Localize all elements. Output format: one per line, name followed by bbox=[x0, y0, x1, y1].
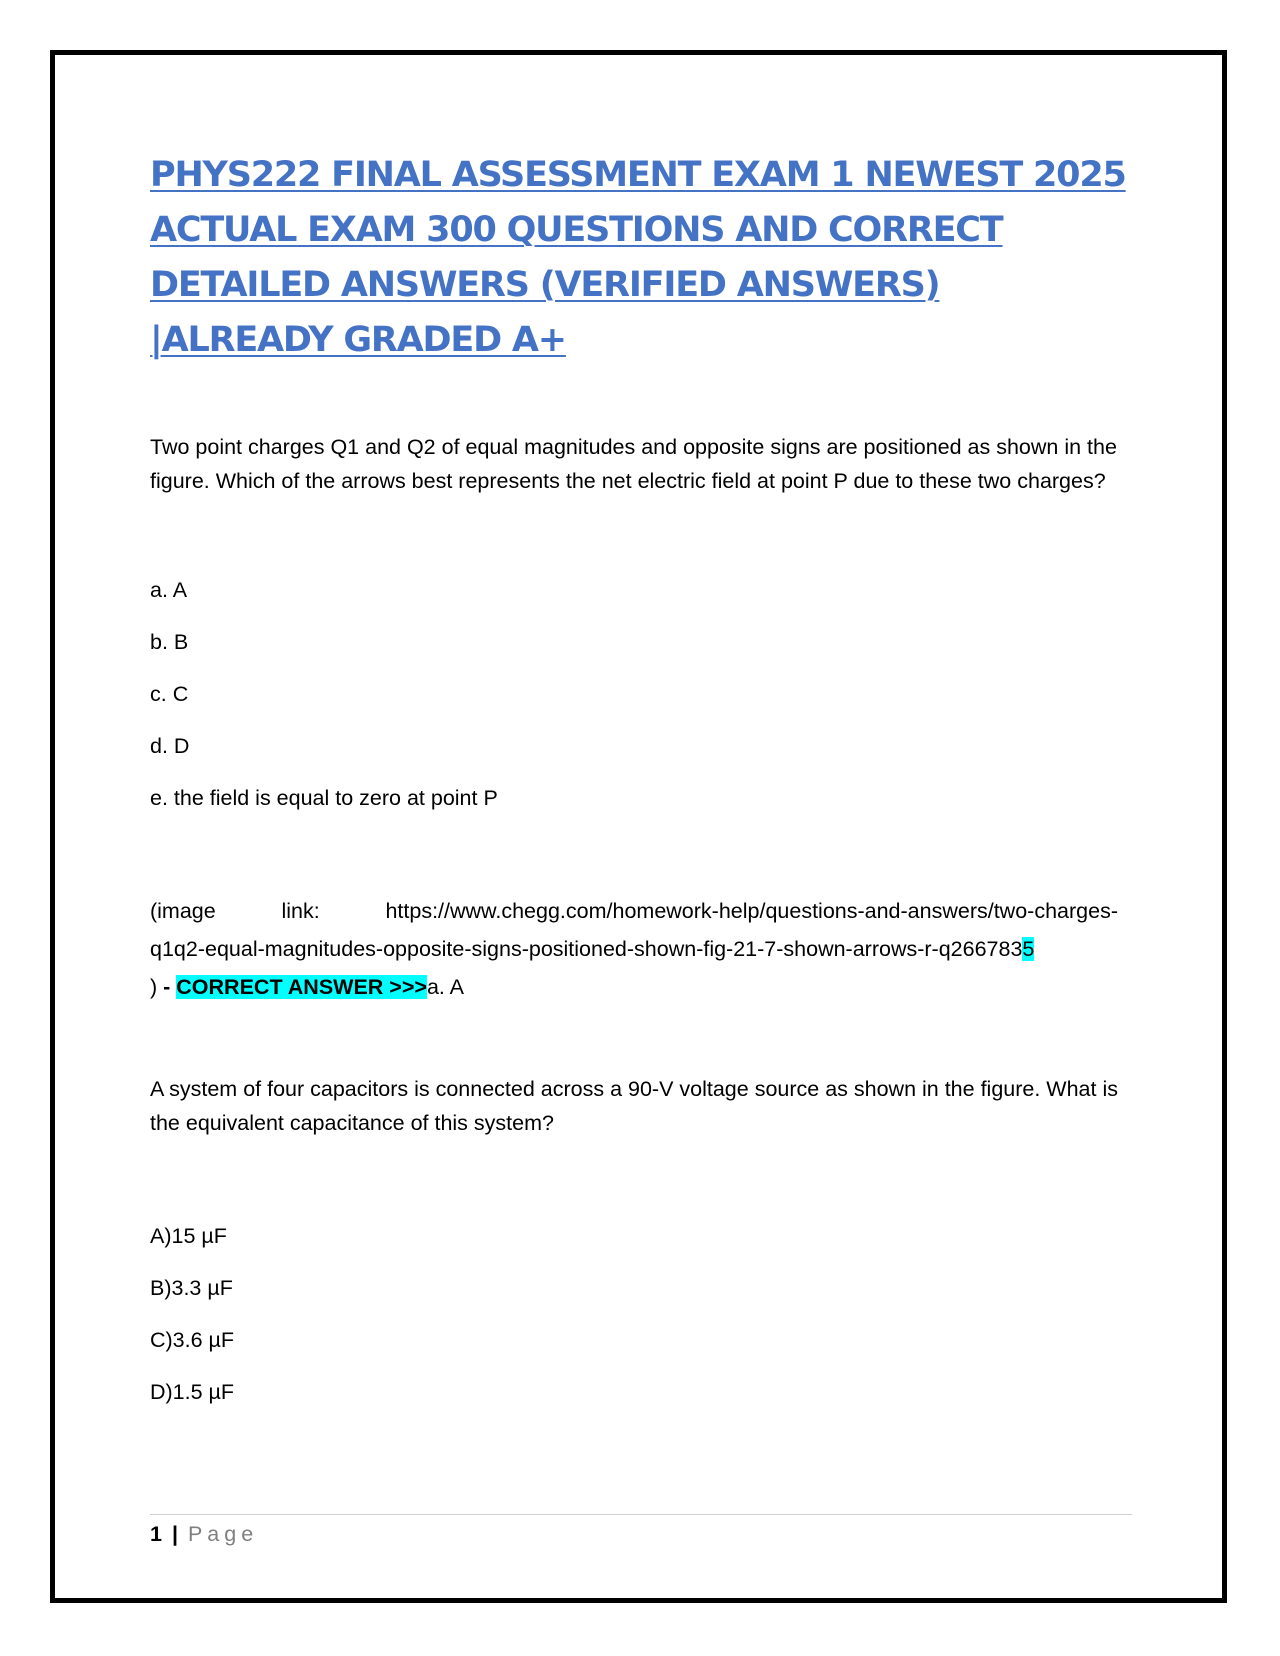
question-1-options bbox=[150, 564, 1135, 824]
image-link-line bbox=[150, 892, 1118, 930]
document-content bbox=[150, 148, 1135, 1418]
question-2-text: A system of four capacitors is connected across a 90-V voltage source as shown in the figure. What is the equivalent capacitance of this system? bbox=[150, 1077, 1118, 1135]
option-a: a. A bbox=[150, 578, 188, 602]
image-link-url[interactable]: https://www.chegg.com/homework-help/questions-and-answers/two-charges- bbox=[385, 899, 1118, 923]
page-number: 1 bbox=[150, 1522, 162, 1546]
answer-line bbox=[150, 968, 1135, 1006]
title-line: ACTUAL EXAM 300 QUESTIONS AND CORRECT bbox=[150, 210, 1003, 250]
title-line: DETAILED ANSWERS (VERIFIED ANSWERS) bbox=[150, 265, 940, 305]
document-title bbox=[150, 148, 1135, 368]
footer-separator: | bbox=[171, 1522, 178, 1546]
correct-answer-value: a. A bbox=[426, 975, 465, 999]
question-1-text: Two point charges Q1 and Q2 of equal magnitudes and opposite signs are positioned as shown in the figure. Which of the arrows best represents the net electric field at point P due to these two charges? bbox=[150, 435, 1117, 493]
option-d: d. D bbox=[150, 734, 190, 758]
option-c: c. C bbox=[150, 682, 189, 706]
option-b: B)3.3 µF bbox=[150, 1276, 233, 1300]
option-d: D)1.5 µF bbox=[150, 1380, 235, 1404]
option-b: b. B bbox=[150, 630, 189, 654]
image-link-url-continued[interactable]: q1q2-equal-magnitudes-opposite-signs-positioned-shown-fig-21-7-shown-arrows-r-q2667835 bbox=[150, 937, 1035, 961]
option-a: A)15 µF bbox=[150, 1224, 227, 1248]
image-link-prefix: (image bbox=[150, 899, 216, 923]
title-line: PHYS222 FINAL ASSESSMENT EXAM 1 NEWEST 2025 bbox=[150, 155, 1126, 195]
close-paren: ) bbox=[150, 975, 158, 999]
title-line: |ALREADY GRADED A+ bbox=[150, 320, 566, 360]
page-label: Page bbox=[187, 1522, 259, 1546]
question-2-options bbox=[150, 1210, 1135, 1418]
option-c: C)3.6 µF bbox=[150, 1328, 235, 1352]
highlight-mark: 5 bbox=[1022, 937, 1035, 961]
image-link-word: link: bbox=[281, 899, 320, 923]
answer-dash: - bbox=[157, 975, 177, 999]
correct-answer-label: CORRECT ANSWER >>> bbox=[176, 975, 427, 999]
option-e: e. the field is equal to zero at point P bbox=[150, 786, 498, 810]
question-1-answer bbox=[150, 892, 1135, 1006]
page-footer bbox=[150, 1514, 1132, 1549]
